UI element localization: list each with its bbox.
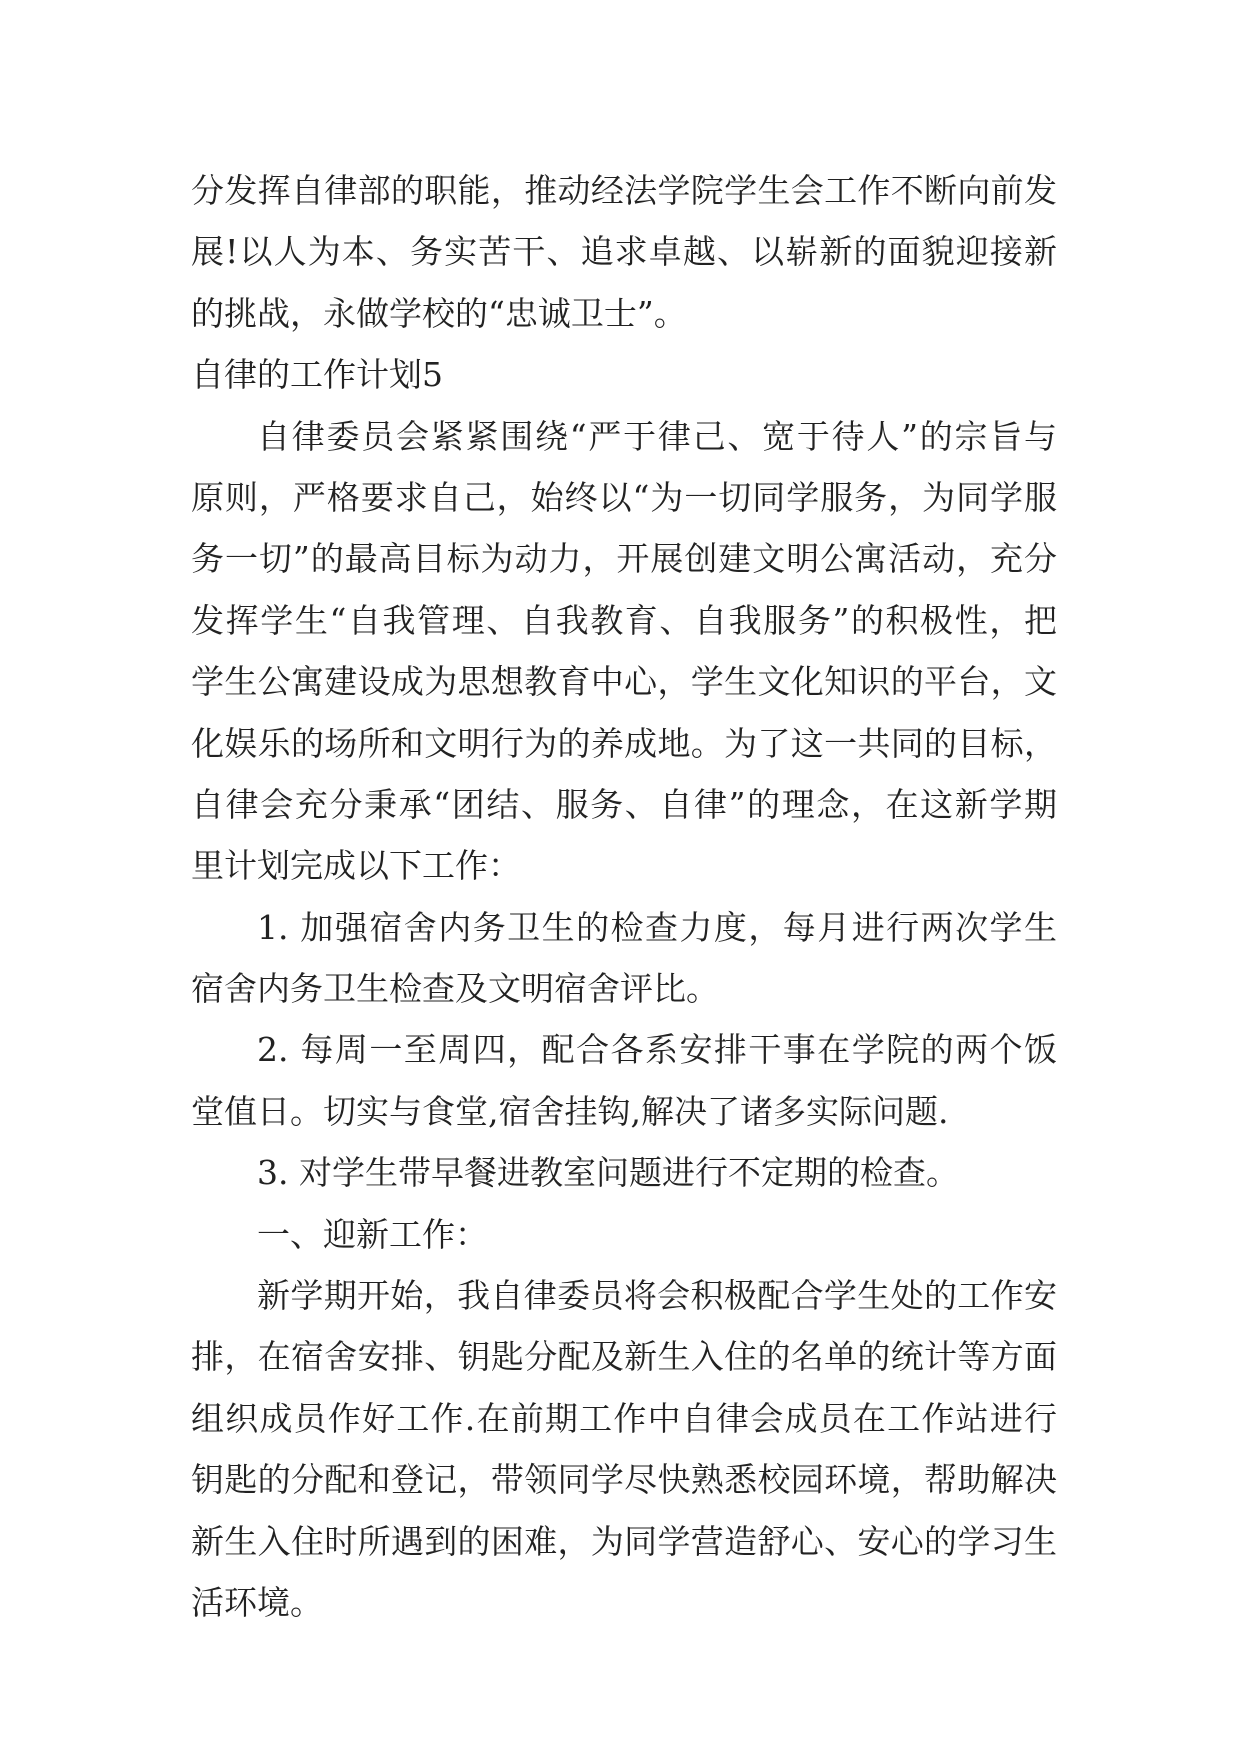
item3-line: 3. 对学生带早餐进教室问题进行不定期的检查。	[257, 1153, 959, 1193]
para2-line-3: 组织成员作好工作.在前期工作中自律会成员在工作站进行	[191, 1398, 1057, 1438]
para2-line-1: 新学期开始，我自律委员将会积极配合学生处的工作安	[257, 1276, 1057, 1316]
para1-line-8: 里计划完成以下工作：	[191, 846, 521, 886]
para1-line-5: 学生公寓建设成为思想教育中心，学生文化知识的平台，文	[191, 662, 1057, 702]
para1-line-6: 化娱乐的场所和文明行为的养成地。为了这一共同的目标，	[191, 723, 1057, 763]
para2-line-5: 新生入住时所遇到的困难，为同学营造舒心、安心的学习生	[191, 1521, 1057, 1561]
para1-line-4: 发挥学生“自我管理、自我教育、自我服务”的积极性，把	[191, 600, 1057, 640]
item2-line-2: 堂值日。切实与食堂,宿舍挂钩,解决了诸多实际问题.	[191, 1091, 949, 1131]
para1-line-3: 务一切”的最高目标为动力，开展创建文明公寓活动，充分	[191, 539, 1057, 579]
intro-line-1: 分发挥自律部的职能，推动经法学院学生会工作不断向前发	[191, 171, 1057, 210]
item1-line-2: 宿舍内务卫生检查及文明宿舍评比。	[191, 969, 719, 1009]
para2-line-4: 钥匙的分配和登记，带领同学尽快熟悉校园环境，帮助解决	[191, 1460, 1057, 1500]
intro-line-3: 的挑战，永做学校的“忠诚卫士”。	[191, 293, 687, 333]
para1-line-1: 自律委员会紧紧围绕“严于律己、宽于待人”的宗旨与	[257, 416, 1057, 456]
section1-title: 一、迎新工作：	[257, 1214, 488, 1254]
intro-line-2: 展!以人为本、务实苦干、追求卓越、以崭新的面貌迎接新	[191, 232, 1057, 272]
para2-line-2: 排，在宿舍安排、钥匙分配及新生入住的名单的统计等方面	[191, 1337, 1057, 1377]
para2-line-6: 活环境。	[191, 1582, 323, 1622]
item1-line-1: 1. 加强宿舍内务卫生的检查力度，每月进行两次学生	[257, 907, 1057, 947]
item2-line-1: 2. 每周一至周四，配合各系安排干事在学院的两个饭	[257, 1030, 1057, 1070]
para1-line-7: 自律会充分秉承“团结、服务、自律”的理念，在这新学期	[191, 784, 1057, 824]
para1-line-2: 原则，严格要求自己，始终以“为一切同学服务，为同学服	[191, 477, 1057, 517]
document-page	[191, 160, 1057, 1633]
section-heading: 自律的工作计划5	[191, 355, 443, 395]
